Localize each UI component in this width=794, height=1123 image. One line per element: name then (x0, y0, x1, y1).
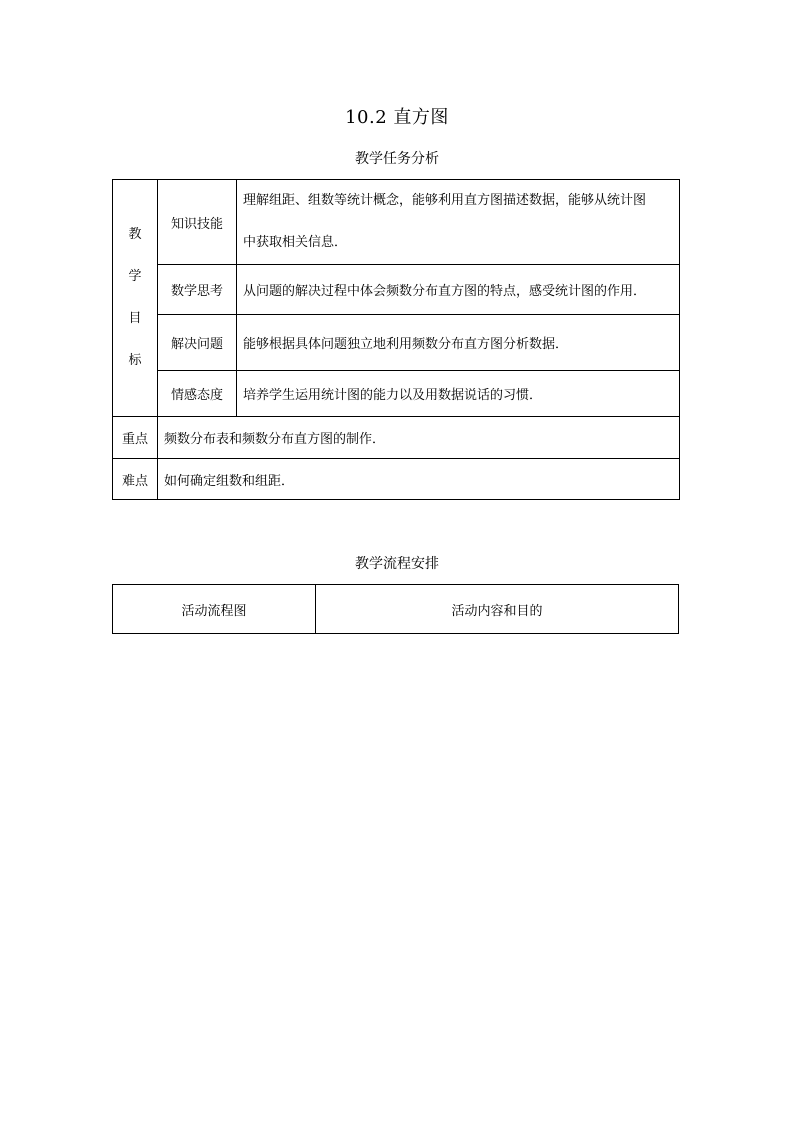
key-point-label: 重点 (113, 417, 158, 459)
flow-table (112, 584, 679, 634)
objective-row-problem-solving (113, 315, 680, 371)
objective-content-thinking: 从问题的解决过程中体会频数分布直方图的特点，感受统计图的作用． (237, 265, 680, 315)
flow-header-row (113, 585, 679, 634)
teaching-objectives-label (113, 180, 158, 417)
flow-header-chart: 活动流程图 (113, 585, 316, 634)
difficult-point-row (113, 459, 680, 500)
objective-label-char: 教 (128, 227, 142, 242)
objective-content-line: 理解组距、组数等统计概念，能够利用直方图描述数据，能够从统计图 (243, 193, 647, 208)
page-title: 10.2 直方图 (345, 107, 449, 128)
objective-label-attitude: 情感态度 (158, 371, 237, 417)
difficult-point-content: 如何确定组数和组距． (158, 459, 680, 500)
objective-row-attitude (113, 371, 680, 417)
difficult-point-label: 难点 (113, 459, 158, 500)
objective-row-knowledge (113, 180, 680, 265)
objective-label-thinking: 数学思考 (158, 265, 237, 315)
objective-label-char: 目 (128, 311, 142, 326)
objective-content-attitude: 培养学生运用统计图的能力以及用数据说话的习惯． (237, 371, 680, 417)
objective-label-knowledge: 知识技能 (158, 180, 237, 265)
objective-content-problem-solving: 能够根据具体问题独立地利用频数分布直方图分析数据． (237, 315, 680, 371)
task-analysis-table (112, 179, 680, 500)
objective-row-thinking (113, 265, 680, 315)
objective-label-char: 学 (128, 269, 142, 284)
key-point-content: 频数分布表和频数分布直方图的制作． (158, 417, 680, 459)
objective-content-line: 中获取相关信息． (243, 235, 348, 250)
key-point-row (113, 417, 680, 459)
objective-label-problem-solving: 解决问题 (158, 315, 237, 371)
section-title-flow: 教学流程安排 (355, 556, 439, 572)
objective-content-knowledge (237, 180, 680, 265)
objective-label-char: 标 (128, 353, 142, 368)
flow-header-content: 活动内容和目的 (316, 585, 679, 634)
section-title-task-analysis: 教学任务分析 (355, 151, 439, 167)
